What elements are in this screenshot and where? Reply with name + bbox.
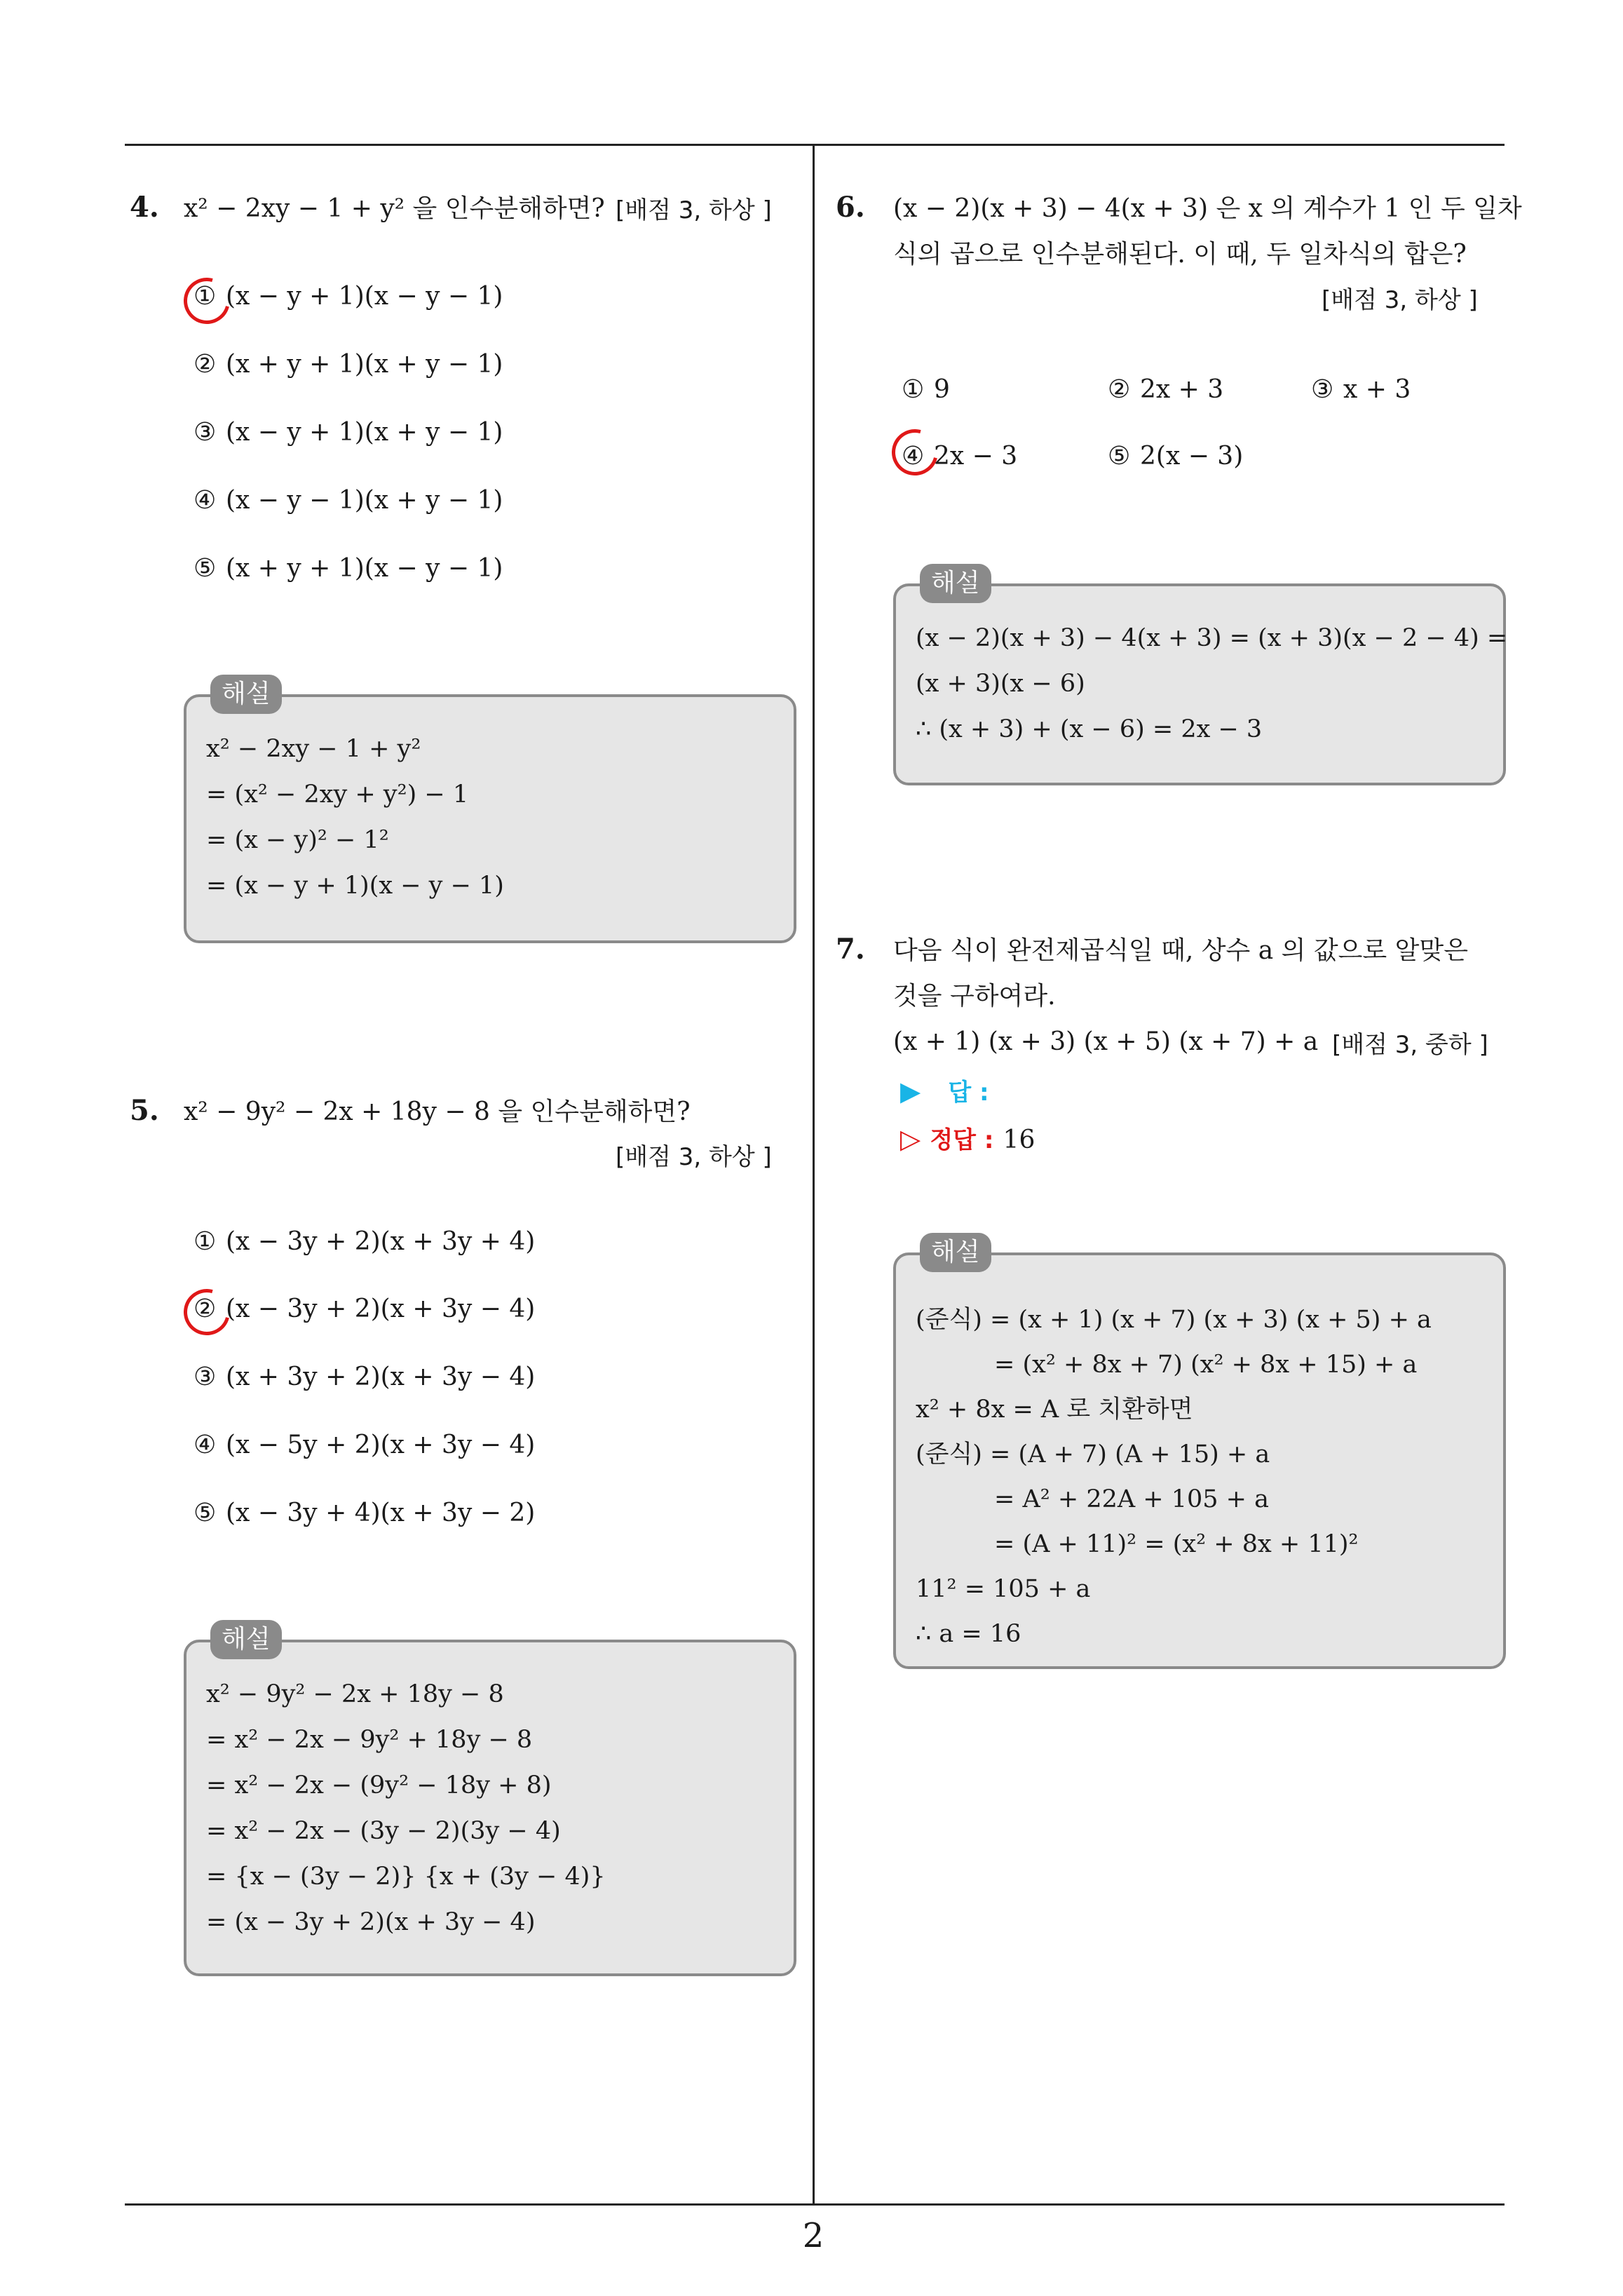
- solution-lines: x² − 9y² − 2x + 18y − 8 = x² − 2x − 9y² + 18y − 8 = x² − 2x − (9y² − 18y + 8) = x² − 2x − (3y − 2)(3y − 4) = {x − (3y − 2)} {x + (3y − 4)} = (x − 3y + 2)(x + 3y − 4): [206, 1680, 606, 1936]
- solution-tag: 해설: [210, 675, 282, 714]
- column-divider: [813, 144, 815, 2205]
- question-text-line-2: 것을 구하여라.: [893, 982, 1056, 1011]
- option-1[interactable]: ① (x − y + 1)(x − y − 1): [193, 282, 503, 311]
- question-text-line-1: (x − 2)(x + 3) − 4(x + 3) 은 x 의 계수가 1 인 두 일차: [893, 194, 1522, 223]
- answer-row[interactable]: [900, 1073, 989, 1107]
- option-2[interactable]: ② (x + y + 1)(x + y − 1): [193, 350, 503, 379]
- score-label: [배점 3, 하상 ]: [1322, 286, 1478, 314]
- question-expression: (x + 1) (x + 3) (x + 5) (x + 7) + a: [893, 1027, 1319, 1056]
- option-4[interactable]: ④ 2x − 3: [902, 442, 1018, 471]
- question-text: x² − 2xy − 1 + y² 을 인수분해하면?: [184, 194, 605, 223]
- solution-tag: 해설: [210, 1620, 282, 1659]
- option-2[interactable]: ② 2x + 3: [1108, 375, 1224, 404]
- option-1[interactable]: ① (x − 3y + 2)(x + 3y + 4): [193, 1227, 536, 1256]
- solution-lines: (준식) = (x + 1) (x + 7) (x + 3) (x + 5) + a = (x² + 8x + 7) (x² + 8x + 15) + a x² + 8x = A 로 치환하면 (준식) = (A + 7) (A + 15) + a = A² + 22A + 105 + a = (A + 11)² = (x² + 8x + 11)² 11² = 105 + a ∴ a = 16: [916, 1306, 1432, 1648]
- option-2[interactable]: ② (x − 3y + 2)(x + 3y − 4): [193, 1295, 536, 1323]
- question-number: 6.: [836, 191, 865, 224]
- option-5[interactable]: ⑤ 2(x − 3): [1108, 442, 1244, 471]
- question-text: x² − 9y² − 2x + 18y − 8 을 인수분해하면?: [184, 1098, 691, 1126]
- solution-lines: (x − 2)(x + 3) − 4(x + 3) = (x + 3)(x − 2 − 4) = (x + 3)(x − 6) ∴ (x + 3) + (x − 6) = 2x − 3: [916, 624, 1508, 743]
- solution-tag: 해설: [920, 1233, 991, 1272]
- page-number: 2: [802, 2216, 824, 2255]
- correct-answer-value: 16: [1003, 1126, 1035, 1154]
- score-label: [배점 3, 하상 ]: [616, 1143, 772, 1171]
- option-4[interactable]: ④ (x − y − 1)(x + y − 1): [193, 486, 503, 515]
- option-5[interactable]: ⑤ (x − 3y + 4)(x + 3y − 2): [193, 1499, 536, 1527]
- solution-lines: x² − 2xy − 1 + y² = (x² − 2xy + y²) − 1 = (x − y)² − 1² = (x − y + 1)(x − y − 1): [206, 735, 504, 900]
- score-label: [배점 3, 중하 ]: [1332, 1031, 1488, 1059]
- bottom-rule: [125, 2203, 1505, 2206]
- option-5[interactable]: ⑤ (x + y + 1)(x − y − 1): [193, 554, 503, 583]
- option-3[interactable]: ③ (x − y + 1)(x + y − 1): [193, 418, 503, 447]
- correct-answer-row: [900, 1121, 1035, 1155]
- question-number: 4.: [130, 191, 159, 224]
- score-label: [배점 3, 하상 ]: [616, 196, 772, 224]
- correct-answer-label: 정답 :: [930, 1126, 994, 1154]
- question-text-line-1: 다음 식이 완전제곱식일 때, 상수 a 의 값으로 알맞은: [893, 936, 1468, 965]
- option-4[interactable]: ④ (x − 5y + 2)(x + 3y − 4): [193, 1431, 536, 1459]
- triangle-outline-icon: ▷: [900, 1123, 921, 1154]
- top-rule: [125, 144, 1505, 146]
- option-3[interactable]: ③ x + 3: [1311, 375, 1411, 404]
- solution-tag: 해설: [920, 564, 991, 603]
- question-text-line-2: 식의 곱으로 인수분해된다. 이 때, 두 일차식의 합은?: [893, 240, 1467, 269]
- option-1[interactable]: ① 9: [902, 375, 950, 404]
- question-number: 7.: [836, 933, 865, 966]
- option-3[interactable]: ③ (x + 3y + 2)(x + 3y − 4): [193, 1363, 536, 1391]
- play-arrow-icon: ▶: [900, 1076, 921, 1107]
- question-number: 5.: [130, 1094, 159, 1127]
- answer-label: 답 :: [948, 1079, 989, 1107]
